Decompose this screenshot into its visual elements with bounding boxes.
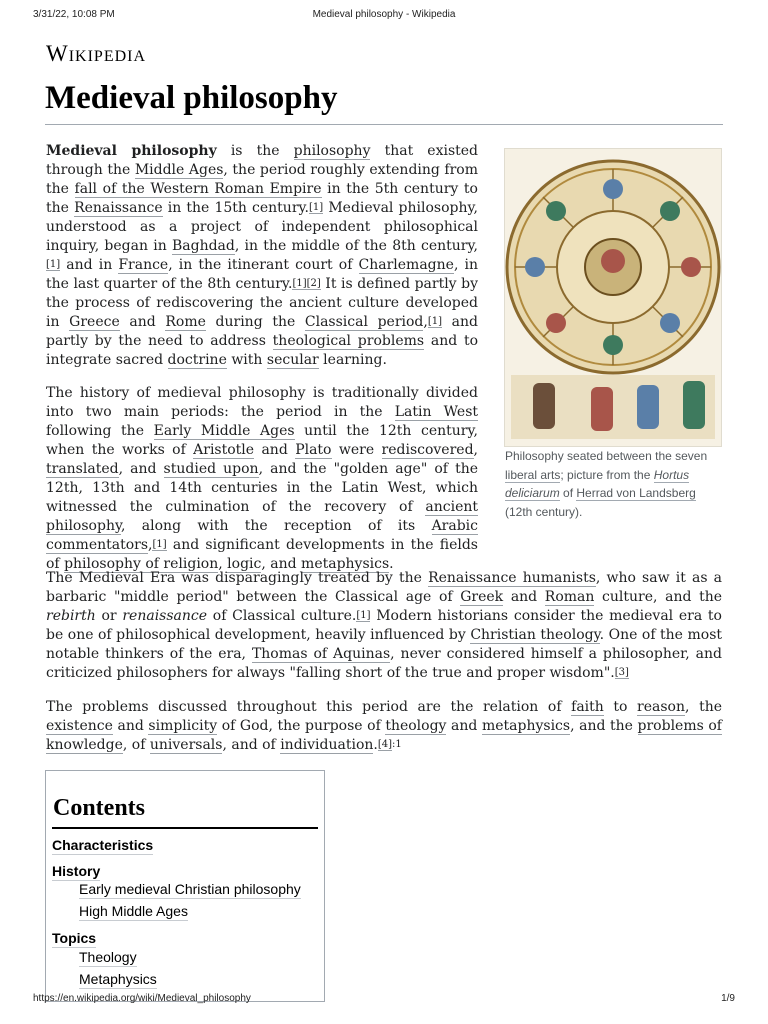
print-page-number: 1/9 bbox=[721, 993, 735, 1004]
citation[interactable]: [1] bbox=[356, 610, 371, 621]
print-page-title: Medieval philosophy - Wikipedia bbox=[312, 9, 456, 20]
title-divider bbox=[45, 124, 723, 125]
table-of-contents bbox=[45, 770, 325, 1002]
link-roman[interactable]: Roman bbox=[544, 589, 595, 605]
link-early-middle-ages[interactable]: Early Middle Ages bbox=[153, 423, 295, 439]
citation[interactable]: [1] bbox=[427, 316, 443, 327]
link-greece[interactable]: Greece bbox=[69, 314, 120, 330]
link-classical-period[interactable]: Classical period bbox=[304, 314, 424, 330]
intro-paragraph-2: The history of medieval philosophy is traditionally divided into two main periods: the period in the Latin West following the Early Middle Ages until the 12th century, when the works of Aristotle and Plato were rediscovered, translated, and studied upon, and the "golden age" of the 12th, 13th and 14th centuries in the Latin West, which witnessed the culmination of the recovery of ancient philosophy, along with the reception of its Arabic commentators,[1] and significant developments in the fields of philosophy of religion, logic, and metaphysics. bbox=[46, 385, 479, 572]
print-datetime: 3/31/22, 10:08 PM bbox=[33, 9, 115, 20]
link-baghdad[interactable]: Baghdad bbox=[171, 238, 235, 254]
link-christian-theology[interactable]: Christian theology bbox=[470, 627, 600, 643]
link-existence[interactable]: existence bbox=[46, 718, 113, 734]
lead-term: Medieval philosophy bbox=[46, 143, 217, 159]
link-plato[interactable]: Plato bbox=[295, 442, 332, 458]
link-latin-west[interactable]: Latin West bbox=[394, 404, 479, 420]
link-individuation[interactable]: individuation bbox=[280, 737, 374, 753]
link-problems-of-knowledge[interactable]: problems of knowledge bbox=[46, 718, 722, 753]
link-theology[interactable]: theology bbox=[385, 718, 447, 734]
toc-divider bbox=[52, 827, 318, 829]
toc-item-theology[interactable]: Theology bbox=[79, 949, 137, 965]
intro-paragraph-1: Medieval philosophy is the philosophy that existed through the Middle Ages, the period roughly extending from the fall of the Western Roman Empire in the 5th century to the Renaissance in the 15th century.[1] Medieval philosophy, understood as a project of independent philosophical inquiry, began in Baghdad, in the middle of the 8th century,[1] and in France, in the itinerant court of Charlemagne, in the last quarter of the 8th century.[1][2] It is defined partly by the process of rediscovering the ancient culture developed in Greece and Rome during the Classical period,[1] and partly by the need to address theological problems and to integrate sacred doctrine with secular learning. bbox=[46, 143, 479, 368]
link-france[interactable]: France bbox=[118, 257, 169, 273]
image-caption: Philosophy seated between the seven liberal arts; picture from the Hortus deliciarum of Herrad von Landsberg (12th century). bbox=[505, 449, 708, 519]
toc-item-high-middle-ages[interactable]: High Middle Ages bbox=[79, 903, 188, 919]
citation[interactable]: [4] bbox=[377, 739, 393, 750]
link-simplicity[interactable]: simplicity bbox=[148, 718, 218, 734]
link-secular[interactable]: secular bbox=[266, 352, 319, 368]
body-paragraph-4: The problems discussed throughout this period are the relation of faith to reason, the existence and simplicity of God, the purpose of theology and metaphysics, and the problems of knowledge, of universals, and of individuation.$^{[4]:1}$ bbox=[46, 699, 722, 753]
link-renaissance[interactable]: Renaissance bbox=[74, 200, 163, 216]
toc-item-characteristics[interactable]: Characteristics bbox=[52, 837, 154, 853]
citation[interactable]: [1] bbox=[309, 202, 324, 213]
citation[interactable]: [1] bbox=[46, 259, 61, 270]
toc-item-metaphysics[interactable]: Metaphysics bbox=[79, 971, 157, 987]
link-renaissance-humanists[interactable]: Renaissance humanists bbox=[428, 570, 596, 586]
link-faith[interactable]: faith bbox=[571, 699, 604, 715]
link-aristotle[interactable]: Aristotle bbox=[193, 442, 255, 458]
link-thomas-of-aquinas[interactable]: Thomas of Aquinas bbox=[251, 646, 391, 662]
link-studied-upon[interactable]: studied upon bbox=[163, 461, 259, 477]
link-greek[interactable]: Greek bbox=[460, 589, 504, 605]
link-doctrine[interactable]: doctrine bbox=[167, 352, 227, 368]
citation[interactable]: [1] bbox=[292, 278, 307, 289]
page-title: Medieval philosophy bbox=[45, 80, 338, 116]
link-herrad-von-landsberg[interactable]: Herrad von Landsberg bbox=[576, 486, 696, 500]
toc-item-topics[interactable]: Topics bbox=[52, 930, 97, 946]
link-hortus-deliciarum[interactable]: Hortus deliciarum bbox=[505, 467, 690, 500]
link-logic[interactable]: logic bbox=[227, 556, 262, 572]
link-rediscovered[interactable]: rediscovered bbox=[381, 442, 474, 458]
link-metaphysics[interactable]: metaphysics bbox=[481, 718, 571, 734]
link-theological-problems[interactable]: theological problems bbox=[272, 333, 425, 349]
link-translated[interactable]: translated bbox=[46, 461, 119, 477]
link-arabic-commentators[interactable]: Arabic commentators bbox=[46, 518, 478, 553]
link-ancient-philosophy[interactable]: ancient philosophy bbox=[46, 499, 478, 534]
citation[interactable]: [2] bbox=[306, 278, 321, 289]
wikipedia-wordmark[interactable]: Wikipedia bbox=[46, 41, 147, 66]
body-paragraph-3: The Medieval Era was disparagingly treated by the Renaissance humanists, who saw it as a barbaric "middle period" between the Classical age of Greek and Roman culture, and the rebirth or renaissance of Classical culture.[1] Modern historians consider the medieval era to be one of philosophical development, heavily influenced by Christian theology. One of the most notable thinkers of the era, Thomas of Aquinas, never considered himself a philosopher, and criticized philosophers for always "falling short of the true and proper wisdom".[3] bbox=[46, 570, 722, 681]
philosophy-wheel-illustration bbox=[505, 149, 721, 446]
link-fall-of-rome[interactable]: fall of the Western Roman Empire bbox=[74, 181, 322, 197]
hortus-deliciarum-image[interactable] bbox=[504, 148, 722, 447]
link-philosophy-of-religion[interactable]: philosophy of religion bbox=[64, 556, 219, 572]
toc-title: Contents bbox=[53, 795, 146, 821]
link-metaphysics[interactable]: metaphysics bbox=[301, 556, 390, 572]
toc-item-history[interactable]: History bbox=[52, 863, 101, 879]
link-reason[interactable]: reason bbox=[637, 699, 686, 715]
citation[interactable]: [1] bbox=[152, 539, 167, 550]
toc-item-early-medieval-christian-philosophy[interactable]: Early medieval Christian philosophy bbox=[79, 881, 301, 897]
link-liberal-arts[interactable]: liberal arts bbox=[505, 467, 561, 482]
link-middle-ages[interactable]: Middle Ages bbox=[134, 162, 224, 178]
citation[interactable]: [3] bbox=[614, 667, 629, 678]
link-universals[interactable]: universals bbox=[149, 737, 223, 753]
link-philosophy[interactable]: philosophy bbox=[293, 143, 371, 159]
link-charlemagne[interactable]: Charlemagne bbox=[358, 257, 454, 273]
link-rome[interactable]: Rome bbox=[165, 314, 206, 330]
print-url: https://en.wikipedia.org/wiki/Medieval_philosophy bbox=[33, 993, 251, 1004]
